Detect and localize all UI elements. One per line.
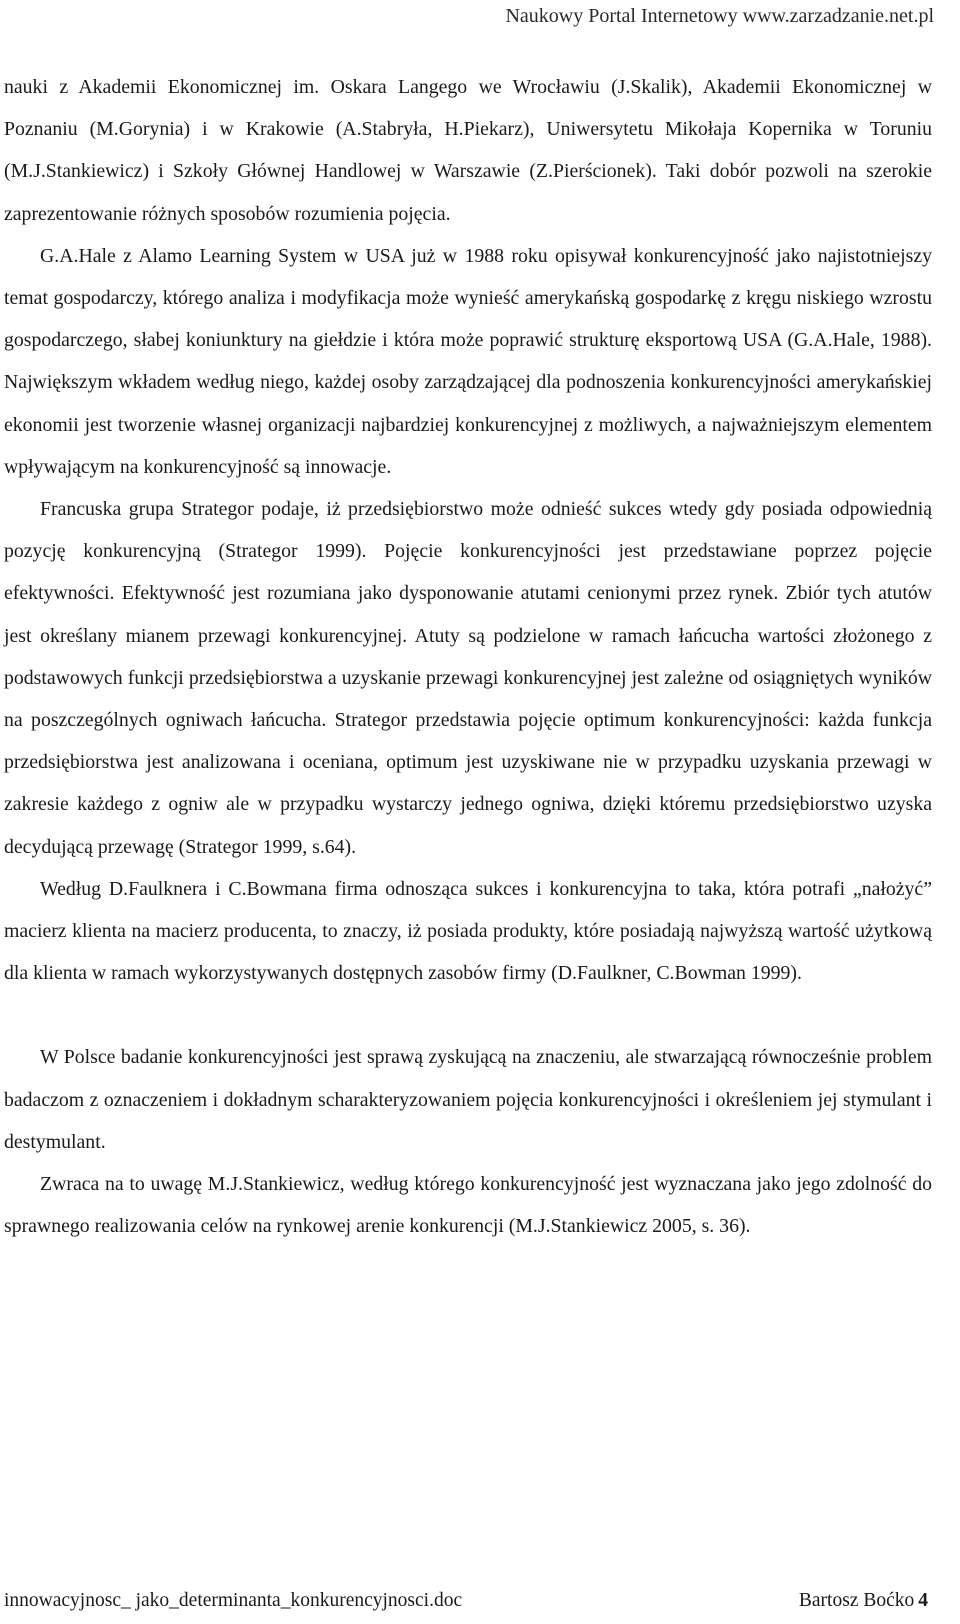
paragraph-hale: G.A.Hale z Alamo Learning System w USA już w 1988 roku opisywał konkurencyjność jako najistotniejszy temat gospodarczy, którego analiza i modyfikacja może wynieść amerykańską gospodarkę z kręgu niskiego wzrostu gospodarczego, słabej koniunktury na giełdzie i która może poprawić strukturę eksportową USA (G.A.Hale, 1988). Największym wkładem według niego, każdej osoby zarządzającej dla podnoszenia konkurencyjności amerykańskiej ekonomii jest tworzenie własnej organizacji najbardziej konkurencyjnej z możliwych, a najważniejszym elementem wpływającym na konkurencyjność są innowacje.	[4, 244, 932, 478]
paragraph-universities: nauki z Akademii Ekonomicznej im. Oskara Langego we Wrocławiu (J.Skalik), Akademii Ekonomicznej w Poznaniu (M.Gorynia) i w Krakowie (A.Stabryła, H.Piekarz), Uniwersytetu Mikołaja Kopernika w Toruniu (M.J.Stankiewicz) i Szkoły Głównej Handlowej w Warszawie (Z.Pierścionek). Taki dobór pozwoli na szerokie zaprezentowanie różnych sposobów rozumienia pojęcia.	[4, 76, 932, 225]
paragraph-stankiewicz: Zwraca na to uwagę M.J.Stankiewicz, według którego konkurencyjność jest wyznaczana jako jego zdolność do sprawnego realizowania celów na rynkowej arenie konkurencji (M.J.Stankiewicz 2005, s. 36).	[4, 1173, 932, 1238]
footer-filename: innowacyjnosc_ jako_determinanta_konkurencyjnosci.doc	[4, 1590, 463, 1611]
footer-right	[799, 1589, 928, 1613]
paragraph-gap	[4, 994, 932, 1036]
footer-author: Bartosz Boćko	[798, 1590, 915, 1611]
paragraph-faulkner-bowman: Według D.Faulknera i C.Bowmana firma odnosząca sukces i konkurencyjna to taka, która potrafi „nałożyć” macierz klienta na macierz producenta, to znaczy, iż posiada produkty, które posiadają najwyższą wartość użytkową dla klienta w ramach wykorzystywanych dostępnych zasobów firmy (D.Faulkner, C.Bowman 1999).	[4, 877, 932, 985]
page-footer	[4, 1589, 928, 1613]
page-number: 4	[918, 1590, 928, 1611]
paragraph-strategor: Francuska grupa Strategor podaje, iż przedsiębiorstwo może odnieść sukces wtedy gdy posiada odpowiednią pozycję konkurencyjną (Strategor 1999). Pojęcie konkurencyjności jest przedstawiane poprzez pojęcie efektywności. Efektywność jest rozumiana jako dysponowanie atutami cenionymi przez rynek. Zbiór tych atutów jest określany mianem przewagi konkurencyjnej. Atuty są podzielone w ramach łańcucha wartości złożonego z podstawowych funkcji przedsiębiorstwa a uzyskanie przewagi konkurencyjnej jest zależne od osiągniętych wyników na poszczególnych ogniwach łańcucha. Strategor przedstawia pojęcie optimum konkurencyjności: każda funkcja przedsiębiorstwa jest analizowana i oceniana, optimum jest uzyskiwane nie w przypadku uzyskania przewagi w zakresie każdego z ogniw ale w przypadku wystarczy jednego ogniwa, dzięki któremu przedsiębiorstwo uzyska decydującą przewagę (Strategor 1999, s.64).	[4, 498, 932, 858]
paragraph-polska: W Polsce badanie konkurencyjności jest sprawą zyskującą na znaczeniu, ale stwarzającą równocześnie problem badaczom z oznaczeniem i dokładnym scharakteryzowaniem pojęcia konkurencyjności i określeniem jej stymulant i destymulant.	[4, 1046, 932, 1153]
portal-header: Naukowy Portal Internetowy www.zarzadzanie.net.pl	[505, 5, 934, 27]
document-body	[4, 66, 932, 1247]
